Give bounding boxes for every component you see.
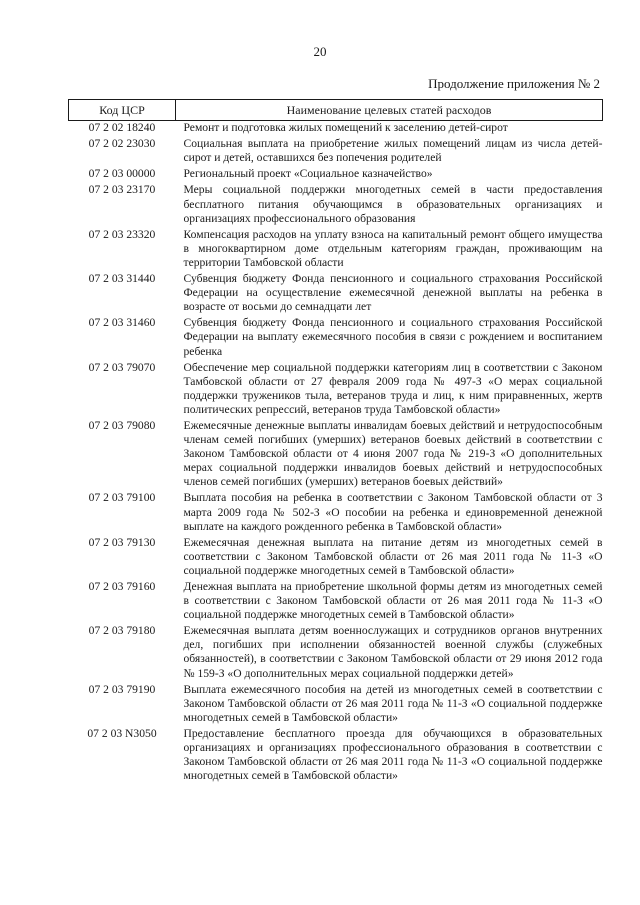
table-row: [69, 228, 603, 272]
row-name: Ежемесячная денежная выплата на питание детям из многодетных семей в соответствии с Законом Тамбовской области от 26 мая 2011 года № 11-З «О социальной поддержке многодетных семей в Тамбовской области»: [183, 535, 603, 577]
table-row: [69, 624, 603, 682]
table-row: [69, 683, 603, 727]
row-code: 07 2 03 79180: [88, 624, 156, 638]
row-name: Выплата пособия на ребенка в соответствии с Законом Тамбовской области от 3 марта 2009 года № 502-З «О пособии на ребенка и единовременной денежной выплате на каждого рожденного ребенка в Тамбовской области»: [183, 491, 603, 533]
row-code: 07 2 03 23320: [88, 227, 156, 241]
row-name: Ежемесячная выплата детям военнослужащих и сотрудников органов внутренних дел, погибших при исполнении обязанностей военной службы (служебных обязанностей), в соответствии с Законом Тамбовской области от 29 июня 2012 года № 159-З «О дополнительных мерах социальной поддержки детей»: [183, 624, 603, 680]
table-row: [69, 361, 603, 419]
row-code: 07 2 03 79130: [88, 535, 156, 549]
row-code: 07 2 03 00000: [88, 167, 156, 181]
appendix-continuation-label: Продолжение приложения № 2: [428, 76, 600, 91]
column-header-name: Наименование целевых статей расходов: [176, 100, 603, 121]
column-header-code: Код ЦСР: [69, 100, 176, 121]
table-row: [69, 491, 603, 535]
row-name: Меры социальной поддержки многодетных семей в части предоставления бесплатного питания обучающимся в образовательных организациях и организациях профессионального образования: [183, 183, 603, 225]
row-code: 07 2 03 31440: [88, 272, 156, 286]
row-code: 07 2 03 79080: [88, 418, 156, 432]
row-name: Компенсация расходов на уплату взноса на капитальный ремонт общего имущества в многоквартирном доме отдельным категориям граждан, проживающим на территории Тамбовской области: [183, 227, 603, 269]
row-name: Предоставление бесплатного проезда для обучающихся в образовательных организациях и организациях профессионального образования в соответствии с Законом Тамбовской области от 26 мая 2011 года № 11-З «О социальной поддержке многодетных семей в Тамбовской области»: [183, 726, 603, 783]
row-code: 07 2 03 31460: [88, 316, 156, 330]
row-name: Ежемесячные денежные выплаты инвалидам боевых действий и нетрудоспособным членам семей погибших (умерших) ветеранов боевых действий в соответствии с Законом Тамбовской области от 4 июня 2007 года № 219-З «О дополнительных мерах социальной поддержки инвалидов боевых действий и нетрудоспособных членов семей погибших (умерших) ветеранов боевых действий»: [183, 418, 603, 489]
row-name: Ремонт и подготовка жилых помещений к заселению детей-сирот: [183, 121, 508, 135]
row-code: 07 2 02 18240: [88, 121, 156, 135]
row-name: Выплата ежемесячного пособия на детей из многодетных семей в соответствии с Законом Тамбовской области от 26 мая 2011 года № 11-З «О социальной поддержке многодетных семей в Тамбовской области»: [183, 682, 603, 724]
page-number: 20: [313, 44, 327, 59]
budget-items-table-container: [68, 99, 602, 785]
table-row: [69, 272, 603, 316]
row-code: 07 2 03 79070: [88, 360, 156, 374]
table-row: [69, 137, 603, 167]
table-header-row: [69, 100, 603, 121]
row-code: 07 2 03 79100: [88, 491, 156, 505]
row-name: Денежная выплата на приобретение школьной формы детям из многодетных семей в соответствии с Законом Тамбовской области от 26 мая 2011 года № 11-З «О социальной поддержке многодетных семей в Тамбовской области»: [183, 580, 603, 622]
table-row: [69, 167, 603, 183]
table-row: [69, 316, 603, 360]
row-name: Обеспечение мер социальной поддержки категориям лиц в соответствии с Законом Тамбовской области от 27 февраля 2009 года № 497-З «О мерах социальной поддержки тружеников тыла, ветеранов труда и лиц, к ним приравненных, жертв политических репрессий, ветеранов труда Тамбовской области»: [183, 360, 603, 416]
row-code: 07 2 02 23030: [88, 137, 156, 151]
table-row: [69, 580, 603, 624]
table-row: [69, 727, 603, 785]
row-code: 07 2 03 79160: [88, 580, 156, 593]
row-name: Социальная выплата на приобретение жилых помещений лицам из числа детей-сирот и детей, оставшихся без попечения родителей: [183, 137, 603, 165]
row-name: Региональный проект «Социальное казначейство»: [183, 167, 433, 181]
table-row: [69, 121, 603, 138]
budget-items-table: [68, 99, 603, 785]
row-code: 07 2 03 79190: [88, 682, 156, 696]
row-code: 07 2 03 23170: [88, 183, 156, 197]
table-row: [69, 183, 603, 227]
table-body: [69, 121, 603, 786]
table-row: [69, 536, 603, 580]
row-name: Субвенция бюджету Фонда пенсионного и социального страхования Российской Федерации на осуществление ежемесячной денежной выплаты на ребенка в возрасте от восьми до семнадцати лет: [183, 272, 603, 314]
table-row: [69, 419, 603, 491]
row-name: Субвенция бюджету Фонда пенсионного и социального страхования Российской Федерации на выплату ежемесячного пособия в связи с рождением и воспитанием ребенка: [183, 316, 603, 358]
row-code: 07 2 03 N3050: [87, 726, 157, 740]
